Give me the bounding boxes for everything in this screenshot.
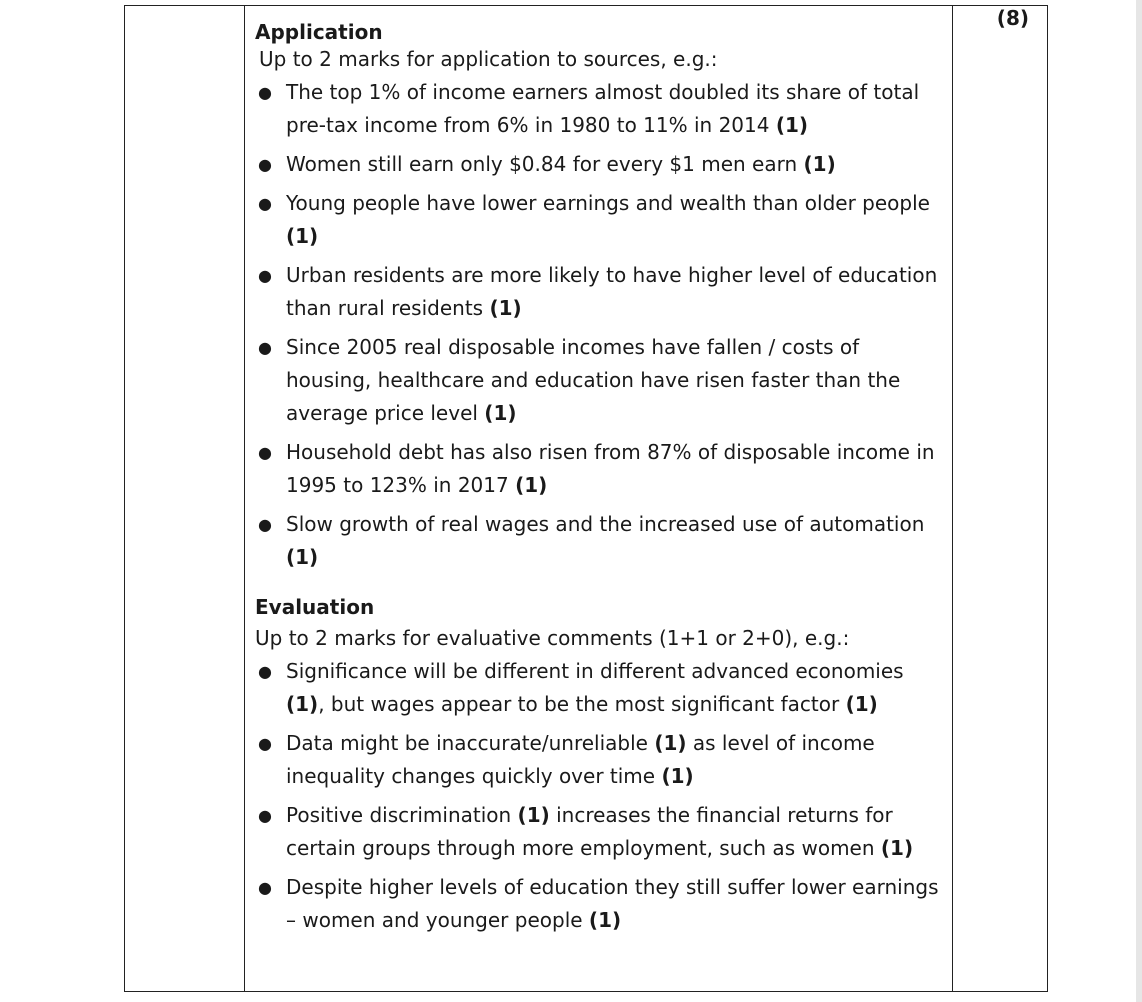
evaluation-heading: Evaluation [255,595,375,619]
answer-cell [245,6,953,992]
marks-cell [953,6,1048,992]
list-item: ● Significance will be different in different advanced economies (1), but wages appear to be the most significant factor (1) [255,655,942,721]
list-item: ● The top 1% of income earners almost doubled its share of total pre-tax income from 6% in 1980 to 11% in 2014 (1) [255,76,942,142]
application-intro: Up to 2 marks for application to sources, e.g.: [259,47,718,71]
bullet-icon: ● [258,806,272,825]
mark-scheme-table [124,5,1048,992]
list-item: ● Positive discrimination (1) increases the financial returns for certain groups through more employment, such as women (1) [255,799,942,865]
bullet-icon: ● [258,194,272,213]
list-item: ● Slow growth of real wages and the increased use of automation (1) [255,508,942,574]
question-number-cell [125,6,245,992]
bullet-icon: ● [258,266,272,285]
list-item: ● Young people have lower earnings and wealth than older people (1) [255,187,942,253]
evaluation-intro: Up to 2 marks for evaluative comments (1+1 or 2+0), e.g.: [255,626,850,650]
list-item: ● Since 2005 real disposable incomes have fallen / costs of housing, healthcare and education have risen faster than the average price level (1) [255,331,942,430]
list-item: ● Household debt has also risen from 87% of disposable income in 1995 to 123% in 2017 (1) [255,436,942,502]
page-edge [1136,0,1142,1002]
bullet-icon: ● [258,734,272,753]
application-heading: Application [255,20,383,44]
bullet-icon: ● [258,515,272,534]
bullet-icon: ● [258,878,272,897]
application-points [255,76,942,574]
bullet-icon: ● [258,83,272,102]
bullet-icon: ● [258,338,272,357]
bullet-icon: ● [258,155,272,174]
list-item: ● Women still earn only $0.84 for every $1 men earn (1) [255,148,942,181]
total-marks: (8) [996,6,1029,30]
table-row [125,6,1048,992]
evaluation-points [255,655,942,937]
list-item: ● Urban residents are more likely to have higher level of education than rural residents (1) [255,259,942,325]
list-item: ● Despite higher levels of education they still suffer lower earnings – women and younger people (1) [255,871,942,937]
bullet-icon: ● [258,443,272,462]
list-item: ● Data might be inaccurate/unreliable (1) as level of income inequality changes quickly over time (1) [255,727,942,793]
bullet-icon: ● [258,662,272,681]
